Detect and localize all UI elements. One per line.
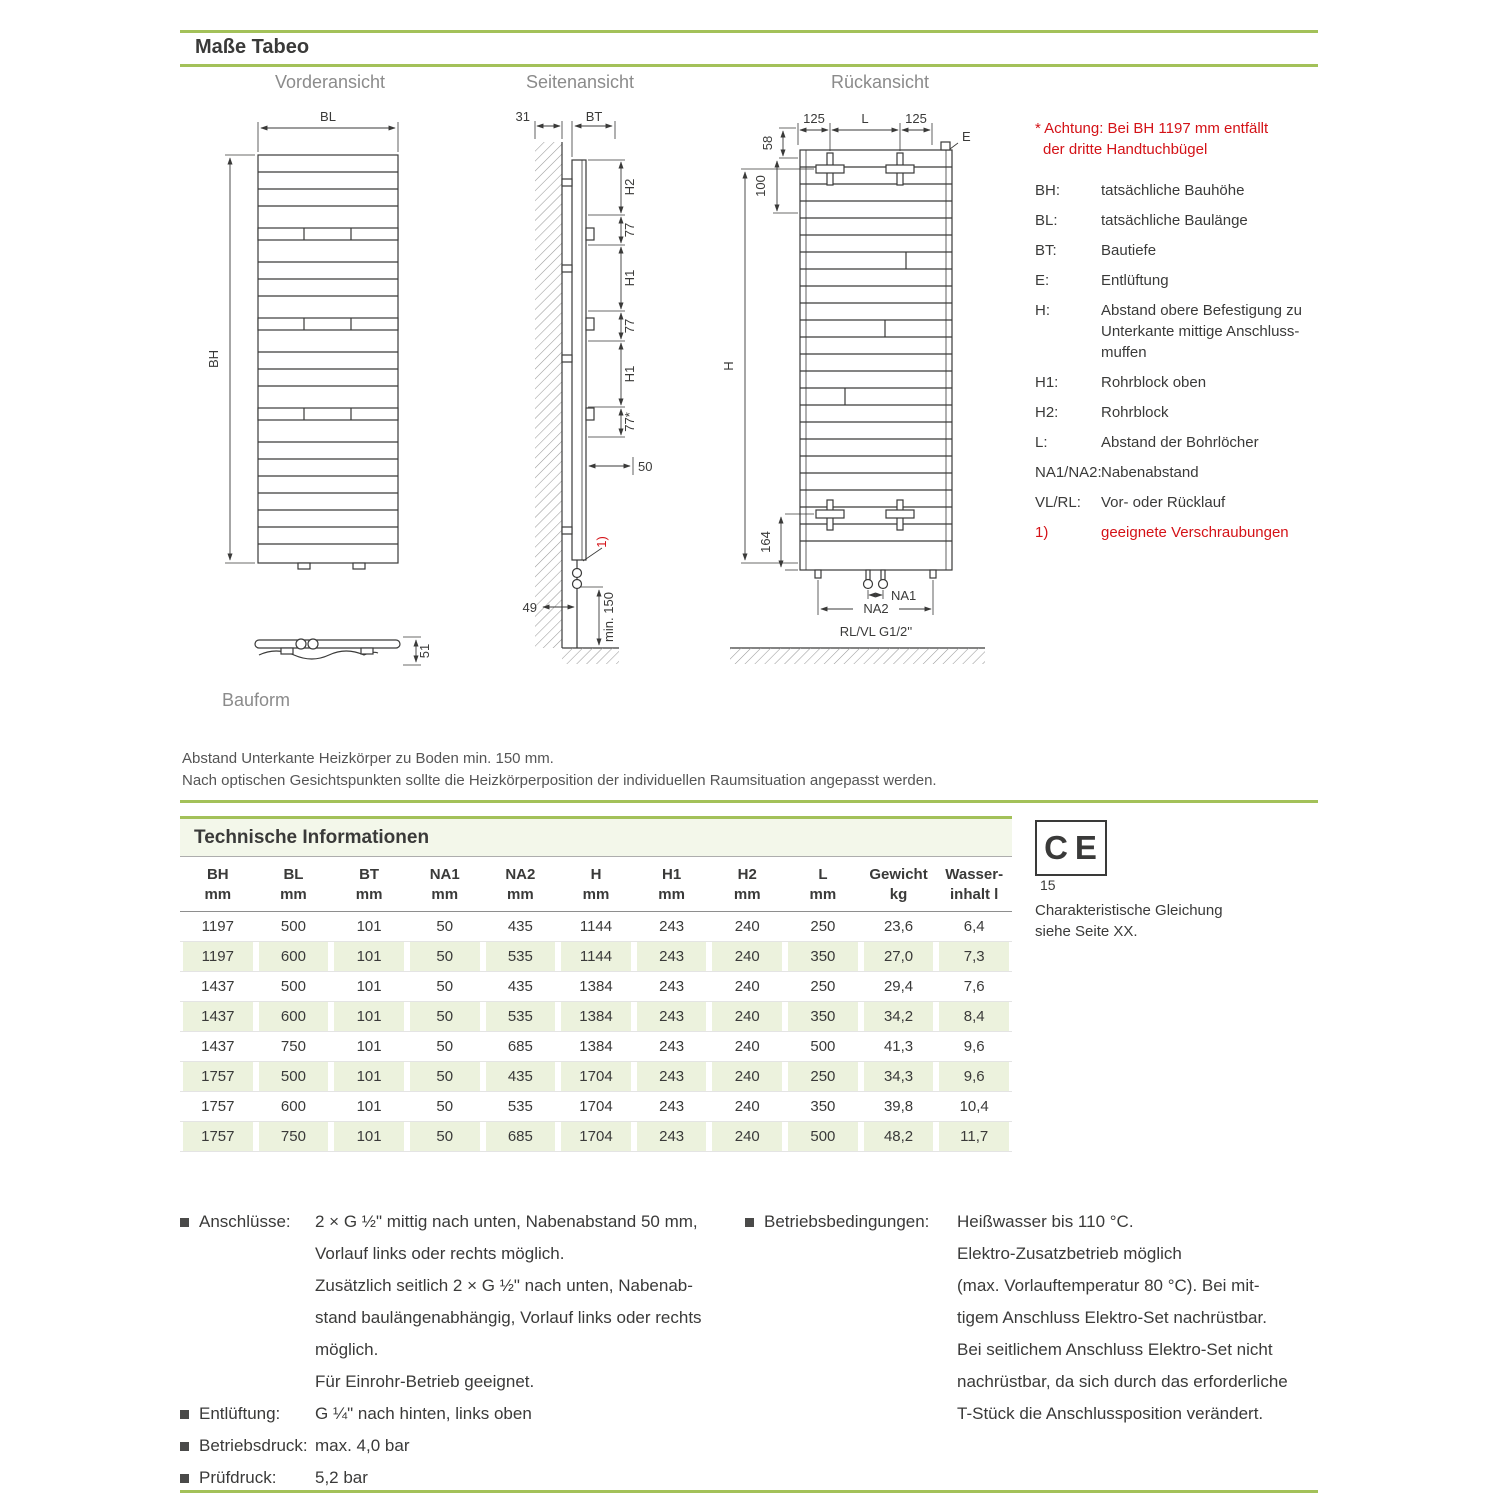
legend-item bbox=[1035, 270, 1327, 291]
legend-item bbox=[1035, 492, 1327, 513]
dim-label-58: 58 bbox=[760, 135, 775, 151]
table-cell: 50 bbox=[407, 942, 483, 971]
table-cell: 240 bbox=[734, 1098, 760, 1115]
table-row bbox=[180, 1062, 1012, 1092]
table-cell: 240 bbox=[709, 1122, 785, 1151]
legend-term: BH: bbox=[1035, 182, 1061, 199]
spec-value-line: stand baulängenabhängig, Vorlauf links oder rechts bbox=[315, 1308, 702, 1327]
legend-desc: Nabenabstand bbox=[1101, 464, 1199, 481]
divider-table-section bbox=[180, 800, 1318, 803]
table-cell: 535 bbox=[507, 1098, 533, 1115]
table-cell: 240 bbox=[709, 942, 785, 971]
dim-label-31: 31 bbox=[515, 109, 530, 124]
dim-label-164: 164 bbox=[758, 531, 773, 553]
dim-label-na1: NA1 bbox=[891, 588, 917, 603]
column-label: BL bbox=[283, 866, 304, 883]
divider-top bbox=[180, 30, 1318, 33]
table-cell: 535 bbox=[483, 1002, 559, 1031]
table-cell: 243 bbox=[634, 1002, 710, 1031]
table-cell: 11,7 bbox=[936, 1122, 1012, 1151]
table-cell: 101 bbox=[331, 1062, 407, 1091]
table-cell: 1437 bbox=[180, 1002, 256, 1031]
spec-item bbox=[180, 1206, 732, 1398]
column-label: Wasser- bbox=[945, 866, 1004, 883]
table-cell: 1704 bbox=[558, 1062, 634, 1091]
dim-label-51: 51 bbox=[417, 643, 432, 659]
legend-term: 1) bbox=[1035, 524, 1049, 541]
dim-label-bt: BT bbox=[585, 109, 603, 124]
legend-term: BT: bbox=[1035, 242, 1057, 259]
spec-value-line: G ¼" nach hinten, links oben bbox=[315, 1404, 532, 1423]
table-cell: 7,3 bbox=[936, 942, 1012, 971]
spec-value bbox=[315, 1398, 732, 1430]
spec-value-line: tigem Anschluss Elektro-Set nachrüstbar. bbox=[957, 1308, 1267, 1327]
legend-desc: tatsächliche Baulänge bbox=[1101, 212, 1248, 229]
legend-item bbox=[1035, 462, 1327, 483]
table-cell: 240 bbox=[709, 1002, 785, 1031]
legend bbox=[1035, 180, 1327, 552]
table-header-row bbox=[180, 857, 1012, 912]
dim-label-note1: 1) bbox=[594, 536, 609, 548]
table-row bbox=[180, 1032, 1012, 1062]
table-cell: 685 bbox=[483, 1122, 559, 1151]
legend-desc: Entlüftung bbox=[1101, 272, 1169, 289]
dim-label-bl: BL bbox=[320, 109, 336, 124]
column-label: NA2 bbox=[505, 866, 536, 883]
column-label: H bbox=[590, 866, 602, 883]
bullet-square-icon bbox=[180, 1442, 189, 1451]
bullet-square-icon bbox=[180, 1410, 189, 1419]
spec-value-line: möglich. bbox=[315, 1340, 379, 1359]
divider-bottom bbox=[180, 1490, 1318, 1493]
side-view-drawing bbox=[516, 109, 653, 664]
spec-label-text: Betriebsdruck: bbox=[199, 1436, 308, 1455]
spec-value-line: nachrüstbar, da sich durch das erforderliche bbox=[957, 1372, 1288, 1391]
column-unit: mm bbox=[582, 886, 610, 903]
legend-term: NA1/NA2: bbox=[1035, 464, 1102, 481]
table-column-header bbox=[558, 865, 634, 905]
table-cell: 243 bbox=[659, 978, 685, 995]
spec-label bbox=[180, 1206, 315, 1398]
table-row bbox=[180, 942, 1012, 972]
table-cell: 240 bbox=[734, 1038, 760, 1055]
spec-label-text: Betriebsbedingungen: bbox=[764, 1212, 930, 1231]
table-cell: 50 bbox=[407, 1062, 483, 1091]
table-cell: 1197 bbox=[180, 942, 256, 971]
dim-label-h: H bbox=[721, 361, 736, 371]
legend-item bbox=[1035, 300, 1327, 363]
table-cell: 34,3 bbox=[861, 1062, 937, 1091]
table-cell: 34,2 bbox=[861, 1002, 937, 1031]
column-unit: inhalt l bbox=[950, 886, 999, 903]
column-unit: mm bbox=[658, 886, 685, 903]
table-cell: 243 bbox=[659, 918, 685, 935]
column-label: BH bbox=[206, 866, 229, 883]
spec-item bbox=[180, 1398, 732, 1430]
table-cell: 50 bbox=[407, 1002, 483, 1031]
column-label: H1 bbox=[662, 866, 682, 883]
table-cell: 535 bbox=[483, 942, 559, 971]
table-cell: 48,2 bbox=[861, 1122, 937, 1151]
table-cell: 350 bbox=[810, 1098, 836, 1115]
specs-left bbox=[180, 1206, 732, 1494]
spec-value-line: Vorlauf links oder rechts möglich. bbox=[315, 1244, 565, 1263]
table-cell: 250 bbox=[810, 978, 836, 995]
spec-item bbox=[180, 1430, 732, 1462]
dim-label-77-star: 77* bbox=[622, 412, 637, 432]
dim-label-100: 100 bbox=[753, 175, 768, 197]
footnote bbox=[182, 748, 937, 792]
table-cell: 1757 bbox=[201, 1098, 235, 1115]
table-cell: 1144 bbox=[558, 942, 634, 971]
column-unit: mm bbox=[733, 886, 761, 903]
spec-value-line: 5,2 bar bbox=[315, 1468, 368, 1487]
column-label: NA1 bbox=[429, 866, 460, 883]
dim-label-bh: BH bbox=[206, 349, 221, 369]
column-unit: kg bbox=[889, 886, 908, 903]
table-cell: 500 bbox=[810, 1038, 836, 1055]
table-cell: 350 bbox=[785, 1002, 861, 1031]
table-cell: 1144 bbox=[579, 918, 613, 935]
table-cell: 8,4 bbox=[936, 1002, 1012, 1031]
bauform-label: Bauform bbox=[222, 690, 291, 710]
technical-drawings bbox=[185, 95, 1005, 710]
back-view-drawing bbox=[721, 111, 985, 664]
legend-term: H1: bbox=[1035, 374, 1059, 391]
table-cell: 240 bbox=[734, 978, 760, 995]
table-column-header bbox=[256, 865, 332, 905]
table-cell: 1704 bbox=[579, 1098, 613, 1115]
table-cell: 10,4 bbox=[959, 1098, 989, 1115]
table-cell: 600 bbox=[256, 1002, 332, 1031]
table-cell: 101 bbox=[356, 1098, 382, 1115]
column-unit: mm bbox=[280, 886, 307, 903]
side-view-label: Seitenansicht bbox=[525, 72, 635, 92]
column-label: Gewicht bbox=[869, 866, 928, 883]
table-cell: 243 bbox=[634, 942, 710, 971]
spec-label bbox=[180, 1430, 315, 1462]
spec-label-text: Anschlüsse: bbox=[199, 1212, 291, 1231]
table-cell: 243 bbox=[634, 1062, 710, 1091]
table-title: Technische Informationen bbox=[180, 819, 1012, 857]
table-column-header bbox=[180, 865, 256, 905]
table-cell: 750 bbox=[280, 1038, 306, 1055]
table-cell: 101 bbox=[356, 1038, 382, 1055]
ce-caption-line-2: siehe Seite XX. bbox=[1035, 923, 1138, 940]
dim-label-h1b: H1 bbox=[622, 365, 637, 383]
table-cell: 240 bbox=[734, 918, 760, 935]
table-cell: 101 bbox=[356, 918, 382, 935]
legend-desc: Vor- oder Rücklauf bbox=[1101, 494, 1226, 511]
table-row bbox=[180, 1002, 1012, 1032]
table-column-header bbox=[861, 865, 937, 905]
column-unit: mm bbox=[355, 886, 383, 903]
table-cell: 1757 bbox=[180, 1062, 256, 1091]
legend-item bbox=[1035, 372, 1327, 393]
legend-item bbox=[1035, 402, 1327, 423]
warning-line-1: * Achtung: Bei BH 1197 mm entfällt bbox=[1035, 120, 1269, 137]
table-cell: 1384 bbox=[579, 1038, 613, 1055]
table-cell: 250 bbox=[810, 918, 836, 935]
table-cell: 50 bbox=[436, 1038, 454, 1055]
bullet-square-icon bbox=[745, 1218, 754, 1227]
bauform-drawing bbox=[255, 637, 432, 665]
dim-label-rlvl: RL/VL G1/2'' bbox=[839, 624, 913, 639]
table-column-header bbox=[634, 865, 710, 905]
table-column-header bbox=[709, 865, 785, 905]
dim-label-h2: H2 bbox=[622, 178, 637, 196]
column-label: H2 bbox=[737, 866, 757, 883]
table-column-header bbox=[331, 865, 407, 905]
table-body bbox=[180, 912, 1012, 1152]
legend-term: H: bbox=[1035, 302, 1050, 319]
legend-desc: Abstand obere Befestigung zu Unterkante mittige Anschluss- muffen bbox=[1101, 302, 1302, 361]
legend-desc: Bautiefe bbox=[1101, 242, 1157, 259]
table-cell: 101 bbox=[331, 1002, 407, 1031]
table-cell: 7,6 bbox=[963, 978, 985, 995]
table-cell: 101 bbox=[356, 978, 382, 995]
warning-note bbox=[1035, 118, 1268, 160]
table-cell: 500 bbox=[785, 1122, 861, 1151]
footnote-line-1: Abstand Unterkante Heizkörper zu Boden min. 150 mm. bbox=[182, 750, 554, 767]
spec-value-line: Heißwasser bis 110 °C. bbox=[957, 1212, 1134, 1231]
spec-value-line: Elektro-Zusatzbetrieb möglich bbox=[957, 1244, 1182, 1263]
legend-term: H2: bbox=[1035, 404, 1059, 421]
bullet-square-icon bbox=[180, 1218, 189, 1227]
spec-value-line: Für Einrohr-Betrieb geeignet. bbox=[315, 1372, 535, 1391]
table-cell: 1437 bbox=[201, 1038, 235, 1055]
legend-desc: tatsächliche Bauhöhe bbox=[1101, 182, 1245, 199]
table-row bbox=[180, 1122, 1012, 1152]
table-cell: 9,6 bbox=[936, 1062, 1012, 1091]
spec-value-line: max. 4,0 bar bbox=[315, 1436, 410, 1455]
table-cell: 250 bbox=[785, 1062, 861, 1091]
table-cell: 500 bbox=[280, 918, 306, 935]
table-cell: 600 bbox=[256, 942, 332, 971]
spec-value-line: 2 × G ½" mittig nach unten, Nabenabstand 50 mm, bbox=[315, 1212, 698, 1231]
table-column-header bbox=[936, 865, 1012, 905]
table-cell: 500 bbox=[280, 978, 306, 995]
table-cell: 750 bbox=[256, 1122, 332, 1151]
dim-label-125b: 125 bbox=[905, 111, 927, 126]
table-cell: 243 bbox=[634, 1122, 710, 1151]
legend-item bbox=[1035, 240, 1327, 261]
spec-value-line: Bei seitlichem Anschluss Elektro-Set nicht bbox=[957, 1340, 1273, 1359]
table-cell: 435 bbox=[507, 978, 533, 995]
spec-label bbox=[745, 1206, 957, 1430]
table-cell: 27,0 bbox=[861, 942, 937, 971]
table-cell: 243 bbox=[659, 1098, 685, 1115]
dim-label-49: 49 bbox=[522, 600, 537, 615]
dim-label-125a: 125 bbox=[803, 111, 825, 126]
table-cell: 500 bbox=[256, 1062, 332, 1091]
table-row bbox=[180, 912, 1012, 942]
table-column-header bbox=[483, 865, 559, 905]
table-cell: 50 bbox=[436, 918, 454, 935]
table-cell: 50 bbox=[436, 1098, 454, 1115]
table-cell: 243 bbox=[659, 1038, 685, 1055]
table-cell: 1384 bbox=[558, 1002, 634, 1031]
spec-value-line: (max. Vorlauftemperatur 80 °C). Bei mit- bbox=[957, 1276, 1260, 1295]
table-cell: 435 bbox=[483, 1062, 559, 1091]
table-cell: 435 bbox=[507, 918, 533, 935]
ce-mark bbox=[1035, 820, 1107, 876]
legend-term: L: bbox=[1035, 434, 1048, 451]
ce-caption bbox=[1035, 900, 1223, 942]
column-unit: mm bbox=[204, 886, 232, 903]
spec-value-line: T-Stück die Anschlussposition verändert. bbox=[957, 1404, 1264, 1423]
table-cell: 101 bbox=[331, 1122, 407, 1151]
dim-label-77a: 77 bbox=[622, 222, 637, 238]
spec-value bbox=[315, 1206, 732, 1398]
divider-under-title bbox=[180, 64, 1318, 67]
table-column-header bbox=[785, 865, 861, 905]
dim-label-l: L bbox=[861, 111, 869, 126]
table-cell: 600 bbox=[280, 1098, 306, 1115]
bullet-square-icon bbox=[180, 1474, 189, 1483]
column-label: L bbox=[818, 866, 828, 883]
technical-info-section bbox=[180, 816, 1012, 1152]
front-view-label: Vorderansicht bbox=[274, 72, 386, 92]
legend-desc: Rohrblock bbox=[1101, 404, 1169, 421]
table-cell: 29,4 bbox=[883, 978, 914, 995]
table-cell: 240 bbox=[709, 1062, 785, 1091]
table-cell: 39,8 bbox=[883, 1098, 914, 1115]
ce-number: 15 bbox=[1040, 877, 1056, 893]
dim-label-e: E bbox=[962, 129, 971, 144]
spec-value bbox=[957, 1206, 1310, 1430]
table-cell: 1197 bbox=[201, 918, 234, 935]
specs-right bbox=[745, 1206, 1310, 1430]
legend-desc: geeignete Verschraubungen bbox=[1101, 524, 1289, 541]
ce-caption-line-1: Charakteristische Gleichung bbox=[1035, 902, 1223, 919]
ce-mark-glyph: CE bbox=[1044, 829, 1104, 866]
table-column-header bbox=[407, 865, 483, 905]
column-unit: mm bbox=[507, 886, 534, 903]
dim-label-h1a: H1 bbox=[622, 269, 637, 287]
dim-label-50: 50 bbox=[638, 459, 653, 474]
legend-item bbox=[1035, 522, 1327, 543]
table-row bbox=[180, 972, 1012, 1002]
warning-line-2: der dritte Handtuchbügel bbox=[1043, 141, 1208, 158]
table-cell: 41,3 bbox=[883, 1038, 914, 1055]
footnote-line-2: Nach optischen Gesichtspunkten sollte die Heizkörperposition der individuellen Raumsituation angepasst werden. bbox=[182, 772, 937, 789]
legend-item bbox=[1035, 210, 1327, 231]
table-cell: 1704 bbox=[558, 1122, 634, 1151]
spec-item bbox=[745, 1206, 1310, 1430]
legend-desc: Rohrblock oben bbox=[1101, 374, 1207, 391]
table-cell: 350 bbox=[785, 942, 861, 971]
legend-term: BL: bbox=[1035, 212, 1058, 229]
table-cell: 1384 bbox=[579, 978, 613, 995]
spec-value-line: Zusätzlich seitlich 2 × G ½" nach unten, Nabenab- bbox=[315, 1276, 693, 1295]
dim-label-min150: min. 150 bbox=[601, 592, 616, 642]
page-title: Maße Tabeo bbox=[195, 36, 310, 58]
table-cell: 1437 bbox=[201, 978, 235, 995]
legend-item bbox=[1035, 432, 1327, 453]
table-cell: 101 bbox=[331, 942, 407, 971]
table-cell: 50 bbox=[436, 978, 454, 995]
legend-item bbox=[1035, 180, 1327, 201]
table-cell: 685 bbox=[507, 1038, 533, 1055]
column-unit: mm bbox=[809, 886, 837, 903]
dim-label-77b: 77 bbox=[622, 318, 637, 334]
table-cell: 1757 bbox=[180, 1122, 256, 1151]
spec-label-text: Entlüftung: bbox=[199, 1404, 281, 1423]
column-label: BT bbox=[359, 866, 380, 883]
spec-value bbox=[315, 1430, 732, 1462]
front-view-drawing bbox=[206, 109, 398, 569]
spec-label-text: Prüfdruck: bbox=[199, 1468, 277, 1487]
legend-desc: Abstand der Bohrlöcher bbox=[1101, 434, 1259, 451]
table-cell: 6,4 bbox=[963, 918, 985, 935]
legend-term: E: bbox=[1035, 272, 1050, 289]
table-row bbox=[180, 1092, 1012, 1122]
spec-label bbox=[180, 1398, 315, 1430]
column-unit: mm bbox=[431, 886, 459, 903]
table-cell: 23,6 bbox=[883, 918, 914, 935]
table-cell: 50 bbox=[407, 1122, 483, 1151]
dim-label-na2: NA2 bbox=[863, 601, 889, 616]
legend-term: VL/RL: bbox=[1035, 494, 1081, 511]
table-cell: 9,6 bbox=[963, 1038, 985, 1055]
back-view-label: Rückansicht bbox=[830, 72, 930, 92]
